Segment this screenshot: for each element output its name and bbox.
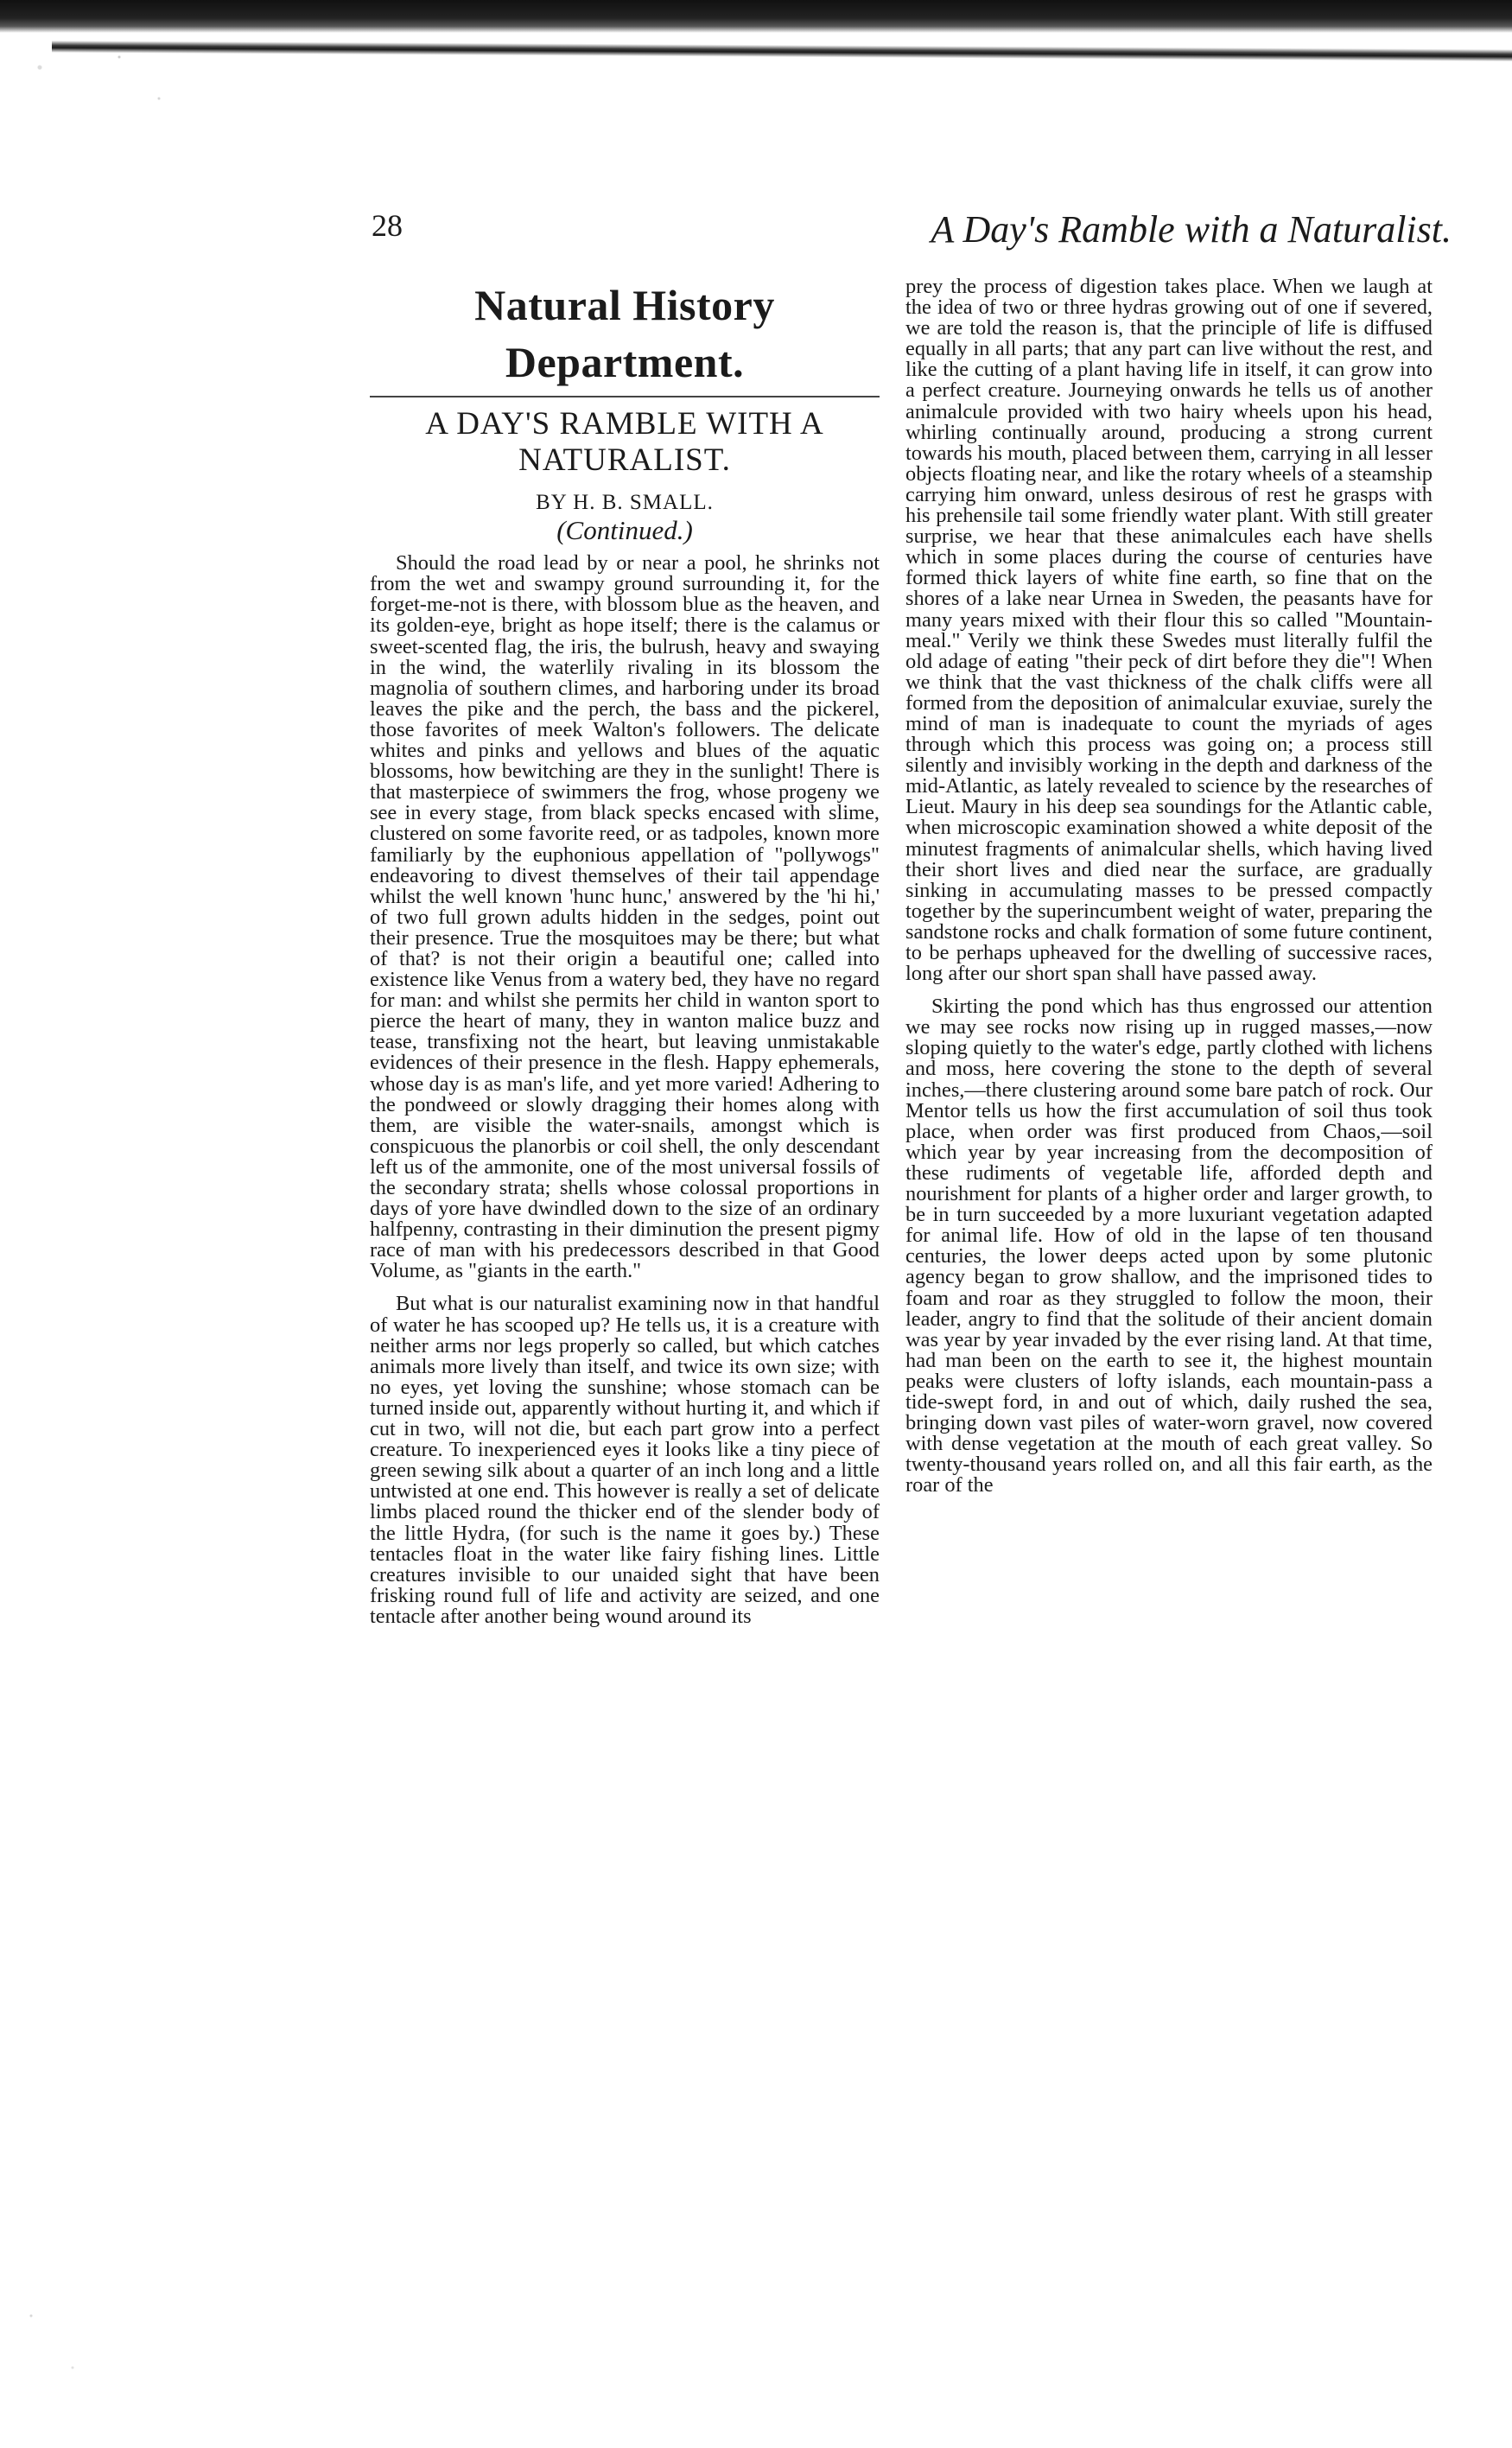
paragraph: Should the road lead by or near a pool, he shrinks not from the wet and swampy ground surrounding it, for the forget-me-not is there, with blossom blue as the heaven, and its golden-eye, bright as hope itself; there is the calamus or sweet-scented flag, the iris, the bulrush, heavy and swaying in the wind, the waterlily rivaling in its blossom the magnolia of southern climes, and harboring under its broad leaves the pike and the perch, the bass and the pickerel, those favorites of meek Walton's followers. The delicate whites and pinks and yellows and blues of the aquatic blossoms, how bewitching are they in the sunlight! There is that masterpiece of swimmers the frog, whose progeny we see in every stage, from black specks encased with slime, clustered on some favorite reed, or as tadpoles, known more familiarly by the euphonious appellation of "pollywogs" endeavoring to divest themselves of their tail appendage whilst the well known 'hunc hunc,' answered by the 'hi hi,' of two full grown adults hidden in the sedges, point out their presence. True the mosquitoes may be there; but what of that? is not their origin a beautiful one; called into existence like Venus from a watery bed, they have no regard for man: and whilst she permits her child in wanton sport to pierce the heart of many, they in wanton malice buzz and tease, transfixing not the heart, but leaving unmistakable evidences of their presence in the flesh. Happy ephemerals, whose day is as man's life, and yet more varied! Adhering to the pondweed or slowly dragging their homes along with them, are visible the water-snails, amongst which is conspicuous the planorbis or coil shell, the only descendant left us of the ammonite, one of the most universal fossils of the secondary strata; shells whose colossal proportions in days of yore have dwindled down to the size of an ordinary halfpenny, contrasting in their diminution the present pigmy race of man with his predecessors described in that Good Volume, as "giants in the earth."	[370, 551, 880, 1283]
continued-label: (Continued.)	[556, 515, 693, 546]
paragraph: prey the process of digestion takes place. When we laugh at the idea of two or three hydras growing out of one if severed, we are told the reason is, that the principle of life is diffused equally in all parts; that any part can live without the rest, and like the cutting of a plant having life in itself, it can grow into a perfect creature. Journeying onwards he tells us of another animalcule provided with two hairy wheels upon his head, whirling continually around, producing a strong current towards his mouth, placed between them, carrying in all lesser objects floating near, and like the rotary wheels of a steamship carrying him onward, unless desirous of rest he grasps with his prehensile tail some friendly water plant. With still greater surprise, we hear that these animalcules each have shells which in some places during the course of centuries have formed thick layers of white fine earth, so fine that on the shores of a lake near Urnea in Sweden, the peasants have for many years mixed with their flour this so called "Mountain-meal." Verily we think these Swedes must literally fulfil the old adage of eating "their peck of dirt before they die"! When we think that the vast thickness of the chalk cliffs were all formed from the deposition of animalcular exuviae, surely the mind of man is inadequate to count the myriads of ages through which this process was going on; a process still silently and invisibly working in the depth and darkness of the mid-Atlantic, as lately revealed to science by the researches of Lieut. Maury in his deep sea soundings for the Atlantic cable, when microscopic examination showed a white deposit of the minutest fragments of animalcular shells, which having lived their short lives and died near the surface, are gradually sinking in accumulating masses to be pressed compactly together by the superincumbent weight of water, preparing the sandstone rocks and chalk formation of some future continent, to be perhaps upheaved for the dwelling of successive races, long after our short span shall have passed away.	[905, 275, 1433, 986]
right-column	[905, 277, 1433, 1508]
top-border-rule	[0, 0, 1512, 33]
running-title: A Day's Ramble with a Naturalist.	[931, 208, 1452, 251]
page-number: 28	[372, 208, 403, 243]
top-border-rule-secondary	[52, 41, 1512, 61]
running-head	[372, 207, 1460, 259]
department-heading: Natural History Department.	[370, 277, 880, 397]
paragraph: But what is our naturalist examining now in that handful of water he has scooped up? He tells us, it is a creature with neither arms nor legs properly so called, but which catches animals more lively than itself, and twice its own size; with no eyes, yet loving the sunshine; whose stomach can be turned inside out, apparently without hurting it, and which if cut in two, will not die, but each part grow into a perfect creature. To inexperienced eyes it looks like a tiny piece of green sewing silk about a quarter of an inch long and a little untwisted at one end. This however is really a set of delicate limbs placed round the thicker end of the slender body of the little Hydra, (for such is the name it goes by.) These tentacles float in the water like fairy fishing lines. Little creatures invisible to our unaided sight that have been frisking round full of life and activity are seized, and one tentacle after another being wound around its	[370, 1292, 880, 1628]
scan-edge-marks	[0, 2264, 104, 2437]
article-title: A DAY'S RAMBLE WITH A NATURALIST.	[425, 406, 824, 478]
left-column	[370, 277, 880, 1639]
paragraph: Skirting the pond which has thus engrossed our attention we may see rocks now rising up in rugged masses,—now sloping quietly to the water's edge, partly clothed with lichens and moss, here covering the stone to the depth of several inches,—there clustering around some bare patch of rock. Our Mentor tells us how the first accumulation of soil thus took place, when order was first produced from Chaos,—soil which year by year increasing from the decomposition of these rudiments of vegetable life, afforded depth and nourishment for plants of a higher order and larger growth, to be in turn succeeded by a more luxuriant vegetation adapted for animal life. How of old in the lapse of ten thousand centuries, the lower deeps acted upon by some plutonic agency began to grow shallow, and the imprisoned tides to foam and roar as they struggled to follow the moon, their leader, angry to find that the solitude of their ancient domain was year by year invaded by the ever rising land. At that time, had man been on the earth to see it, the highest mountain peaks were clusters of lofty islands, each mountain-pass a tide-swept ford, in and out of which, daily rushed the sea, bringing down vast piles of water-worn gravel, now covered with dense vegetation at the mouth of each great valley. So twenty-thousand years rolled on, and all this fair earth, as the roar of the	[905, 995, 1433, 1497]
byline: BY H. B. SMALL.	[536, 491, 714, 514]
scan-speckle	[0, 26, 199, 130]
